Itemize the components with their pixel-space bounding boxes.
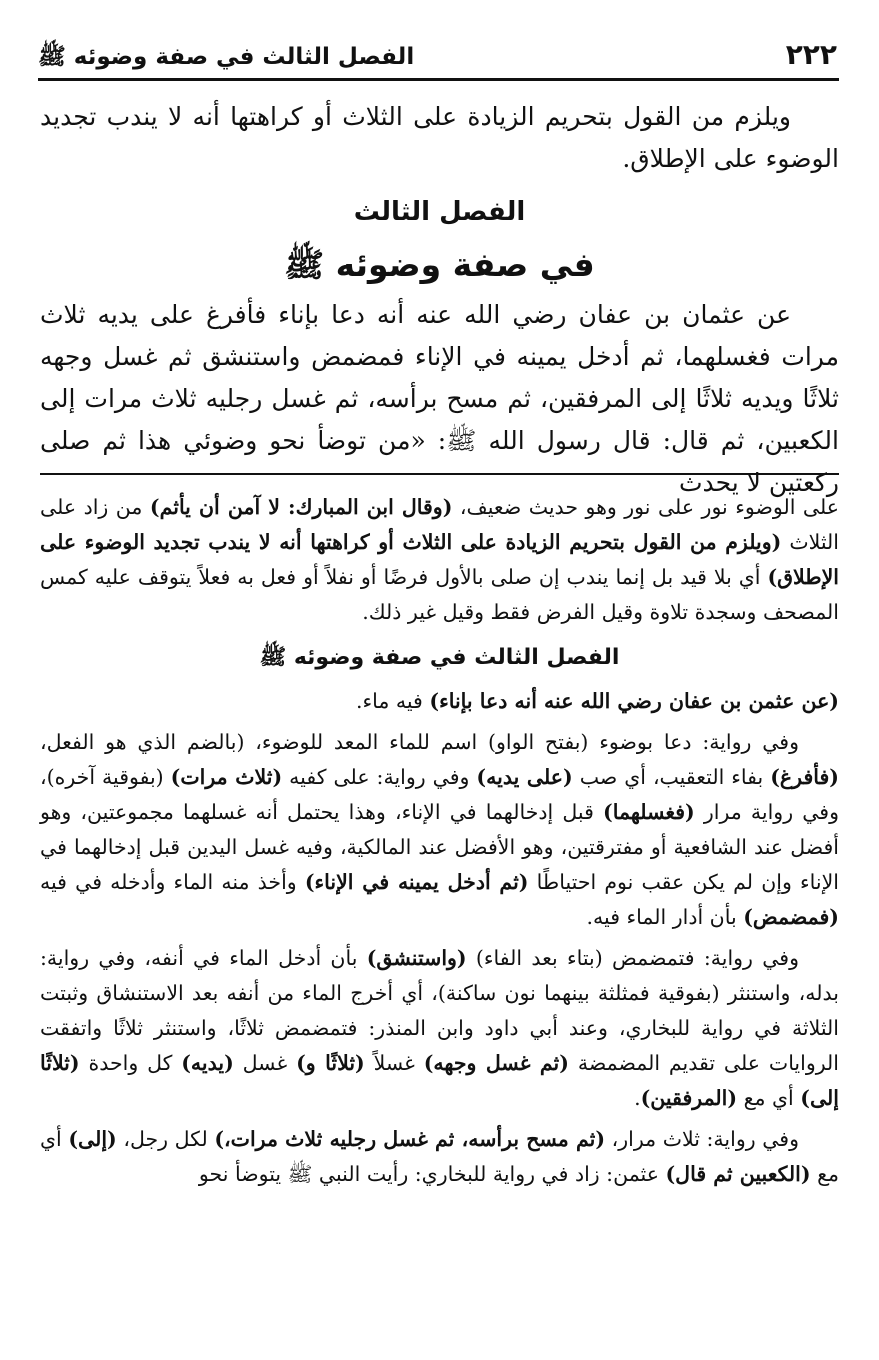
running-title: الفصل الثالث في صفة وضوئه ﷺ [38,44,415,70]
commentary [40,490,839,1198]
commentary-paragraph [40,941,839,1116]
quoted-text: (فمضمض) [743,905,839,929]
quoted-text: (ثلاثًا و) [296,1051,365,1075]
main-text [40,96,839,504]
commentary-text: قبل إدخالهما في الإناء، وهذا يحتمل أنه غسلهما مجموعتين، وهو أفضل عند الشافعية أو مفترقتين، وهو الأفضل عند المالكية، وفيه غسل اليدين قبل إدخالهما في الإناء وإن لم يكن عقب نوم احتياطًا [40,800,839,894]
quoted-text: (فغسلهما) [603,800,695,824]
quoted-text: (فأفرغ) [770,765,839,789]
commentary-text: عثمن: زاد في رواية للبخاري: رأيت النبي ﷺ يتوضأ نحو [198,1162,666,1186]
commentary-text: غسل [233,1051,297,1075]
commentary-text: على الوضوء نور على نور وهو حديث ضعيف، [452,495,839,519]
commentary-text: أي مع [737,1086,801,1110]
quoted-text: (ثم غسل وجهه) [423,1051,569,1075]
page-header [38,30,839,81]
commentary-text: بأن أدار الماء فيه. [586,905,744,929]
quoted-text: (المرفقين) [640,1086,738,1110]
commentary-text: بأن أدخل الماء في أنفه، وفي رواية: بدله، واستنثر (بفوقية فمثلثة بينهما نون ساكنة)، أي أخرج الماء من أنفه بعد الاستنشاق وثبتت الثلاثة في رواية للبخاري، وعند أبي داود وابن المنذر: فتمضمض ثلاثًا، واستنثر ثلاثًا واتفقت الروايات على تقديم المضمضة [40,946,839,1075]
commentary-text: وفي رواية: فتمضمض (بتاء بعد الفاء) [466,946,799,970]
quoted-text: (ثم أدخل يمينه في الإناء) [304,870,529,894]
commentary-text: أي بلا قيد بل إنما يندب إن صلى بالأول فرضًا أو نفلاً أو فعل به فعلاً يتوقف عليه كمس المصحف وسجدة تلاوة وقيل الفرض فقط وقيل غير ذلك. [40,565,839,624]
commentary-paragraph [40,490,839,630]
footnote-divider [40,473,839,475]
intro-paragraph: ويلزم من القول بتحريم الزيادة على الثلاث أو كراهتها أنه لا يندب تجديد الوضوء على الإطلاق. [40,102,839,173]
commentary-text: لكل رجل، [116,1127,215,1151]
commentary-text: غسلاً [364,1051,424,1075]
commentary-text: وفي رواية: ثلاث مرار، [605,1127,799,1151]
quoted-text: (عن عثمن بن عفان رضي الله عنه أنه دعا بإناء) [429,689,839,713]
commentary-text: كل واحدة [79,1051,182,1075]
quoted-text: (ثلاث مرات) [170,765,283,789]
chapter-title-line2: في صفة وضوئه ﷺ [284,245,595,284]
page-number: ٢٢٢ [785,38,837,71]
commentary-text: فيه ماء. [355,689,430,713]
commentary-text: من زاد على الثلاث [40,495,839,554]
quoted-text: (ثم مسح برأسه، ثم غسل رجليه ثلاث مرات،) [214,1127,606,1151]
quoted-text: (الكعبين ثم قال) [665,1162,811,1186]
commentary-text: وأخذ منه الماء وأدخله في فيه [40,870,305,894]
commentary-heading: الفصل الثالث في صفة وضوئه ﷺ [259,645,620,670]
quoted-text: (واستنشق) [366,946,467,970]
quoted-text: (على يديه) [476,765,573,789]
commentary-paragraph [40,684,839,719]
quoted-text: (وقال ابن المبارك: لا آمن أن يأثم) [149,495,453,519]
quoted-text: (يديه) [181,1051,234,1075]
quoted-text: (ثلاثًا إلى) [40,1051,839,1110]
commentary-text: وفي رواية: على كفيه [282,765,477,789]
commentary-text: أي مع [40,1127,839,1186]
chapter-title-line1: الفصل الثالث [353,197,526,227]
commentary-text: بفاء التعقيب، أي صب [572,765,771,789]
commentary-text: (بفوقية آخره)، وفي رواية مرار [40,765,840,824]
commentary-text: وفي رواية: دعا بوضوء (بفتح الواو) اسم للماء المعد للوضوء، (بالضم الذي هو الفعل، [40,730,799,754]
chapter-title [40,188,839,294]
commentary-paragraph [40,725,839,935]
quoted-text: (إلى) [68,1127,117,1151]
quoted-text: (ويلزم من القول بتحريم الزيادة على الثلاث أو كراهتها أنه لا يندب تجديد الوضوء على الإطلاق) [40,530,839,589]
commentary-text: . [634,1086,641,1110]
hadith-text: عن عثمان بن عفان رضي الله عنه أنه دعا بإناء فأفرغ على يديه ثلاث مرات فغسلهما، ثم أدخل يمينه في الإناء فمضمض واستنشق ثم غسل وجهه ثلاثًا ويديه ثلاثًا إلى المرفقين، ثم مسح برأسه، ثم غسل رجليه ثلاث مرات إلى الكعبين، ثم قال: قال رسول الله ﷺ: «من توضأ نحو وضوئي هذا ثم صلى ركعتين لا يحدث [40,300,839,497]
commentary-paragraph [40,1122,839,1192]
